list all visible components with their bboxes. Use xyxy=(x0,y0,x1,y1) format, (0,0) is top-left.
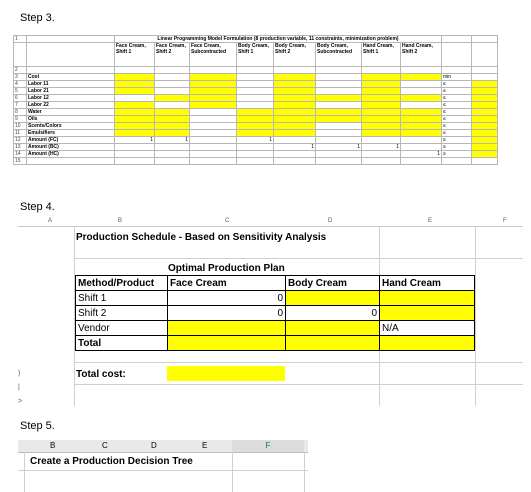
sign-cell: ≥ xyxy=(442,144,472,151)
coef-cell[interactable] xyxy=(362,74,401,81)
column-header-strip xyxy=(18,440,308,453)
row-label: Shift 2 xyxy=(76,306,168,321)
row-number: 2 xyxy=(14,67,27,74)
cell-face-cream[interactable] xyxy=(168,336,286,351)
total-cost-cell[interactable] xyxy=(167,366,285,381)
coef-cell[interactable] xyxy=(274,102,316,109)
coef-cell[interactable] xyxy=(274,88,316,95)
constraint-label: Scents/Colors xyxy=(27,123,115,130)
row-number: 8 xyxy=(14,109,27,116)
rhs-cell[interactable] xyxy=(472,74,498,81)
rhs-cell[interactable] xyxy=(472,151,498,158)
coef-cell[interactable] xyxy=(316,109,362,116)
constraint-label: Cost xyxy=(27,74,115,81)
cell-face-cream[interactable] xyxy=(168,321,286,336)
row-number: 1 xyxy=(14,36,27,43)
lp-col-header: Face Cream, Shift 2 xyxy=(155,43,190,67)
coef-cell[interactable] xyxy=(274,151,316,158)
rhs-cell[interactable] xyxy=(472,88,498,95)
row-number: 6 xyxy=(14,95,27,102)
constraint-label: Oils xyxy=(27,116,115,123)
coef-cell[interactable] xyxy=(155,158,190,165)
constraint-label: Amount (BC) xyxy=(27,144,115,151)
coef-cell[interactable] xyxy=(237,116,274,123)
gridline xyxy=(74,384,523,385)
coef-cell[interactable] xyxy=(115,144,155,151)
decision-tree-title: Create a Production Decision Tree xyxy=(30,456,193,467)
coef-cell[interactable] xyxy=(274,74,316,81)
gridline xyxy=(24,452,25,492)
sign-cell: ≤ xyxy=(442,88,472,95)
coef-cell[interactable] xyxy=(115,74,155,81)
lp-col-header: Hand Cream, Shift 2 xyxy=(401,43,442,67)
rhs-cell[interactable] xyxy=(472,102,498,109)
lp-col-header: Hand Cream, Shift 1 xyxy=(362,43,401,67)
sign-cell xyxy=(442,67,472,74)
constraint-label: Emulsifiers xyxy=(27,130,115,137)
table-row xyxy=(14,137,498,144)
coef-cell[interactable] xyxy=(115,123,155,130)
row-number: 13 xyxy=(14,144,27,151)
coef-cell[interactable] xyxy=(401,109,442,116)
coef-cell[interactable] xyxy=(190,81,237,88)
coef-cell[interactable] xyxy=(401,95,442,102)
coef-cell[interactable]: 1 xyxy=(115,137,155,144)
table-row xyxy=(76,291,475,306)
coef-cell[interactable] xyxy=(190,158,237,165)
coef-cell[interactable] xyxy=(155,151,190,158)
coef-cell[interactable] xyxy=(401,116,442,123)
coef-cell[interactable] xyxy=(190,116,237,123)
constraint-label: Labor 22 xyxy=(27,102,115,109)
rhs-cell[interactable] xyxy=(472,137,498,144)
table-row xyxy=(76,306,475,321)
row-label: Total xyxy=(76,336,168,351)
coef-cell[interactable] xyxy=(237,144,274,151)
coef-cell[interactable] xyxy=(401,144,442,151)
cell-hand-cream[interactable] xyxy=(380,336,475,351)
sign-cell: ≤ xyxy=(442,109,472,116)
col-header-f[interactable]: F xyxy=(232,440,304,452)
row-marker: ) xyxy=(18,370,21,377)
table-row xyxy=(14,88,498,95)
header-face-cream: Face Cream xyxy=(168,276,286,291)
header-hand-cream: Hand Cream xyxy=(380,276,475,291)
lp-col-header: Body Cream, Shift 1 xyxy=(237,43,274,67)
coef-cell[interactable] xyxy=(190,95,237,102)
sign-cell: ≤ xyxy=(442,116,472,123)
coef-cell[interactable] xyxy=(115,67,155,74)
coef-cell[interactable] xyxy=(316,88,362,95)
coef-cell[interactable] xyxy=(190,137,237,144)
coef-cell[interactable] xyxy=(190,67,237,74)
step5-label: Step 5. xyxy=(20,420,55,432)
coef-cell[interactable] xyxy=(274,137,316,144)
coef-cell[interactable] xyxy=(155,123,190,130)
lp-col-header: Face Cream, Shift 1 xyxy=(115,43,155,67)
table-row xyxy=(14,95,498,102)
cell-body-cream[interactable] xyxy=(286,291,380,306)
coef-cell[interactable] xyxy=(274,116,316,123)
sign-cell: ≤ xyxy=(442,81,472,88)
coef-cell[interactable] xyxy=(316,95,362,102)
sign-cell: min xyxy=(442,74,472,81)
rhs-cell[interactable] xyxy=(472,130,498,137)
coef-cell[interactable] xyxy=(155,88,190,95)
production-schedule-title: Production Schedule - Based on Sensitivity Analysis xyxy=(76,232,327,243)
optimal-plan-subtitle: Optimal Production Plan xyxy=(168,263,285,274)
constraint-label xyxy=(27,158,115,165)
rhs-cell[interactable] xyxy=(472,116,498,123)
constraint-label: Water xyxy=(27,109,115,116)
cell-hand-cream[interactable]: N/A xyxy=(380,321,475,336)
rhs-cell[interactable] xyxy=(472,95,498,102)
column-header-strip xyxy=(18,218,523,226)
constraint-label: Labor 12 xyxy=(27,95,115,102)
cell-body-cream[interactable]: 0 xyxy=(286,306,380,321)
coef-cell[interactable] xyxy=(237,67,274,74)
coef-cell[interactable]: 1 xyxy=(316,144,362,151)
col-header-c[interactable]: C xyxy=(225,218,230,224)
coef-cell[interactable] xyxy=(155,109,190,116)
row-marker: | xyxy=(18,384,20,391)
constraint-label: Amount (FC) xyxy=(27,137,115,144)
coef-cell[interactable] xyxy=(362,88,401,95)
gridline xyxy=(232,452,233,492)
coef-cell[interactable] xyxy=(316,130,362,137)
sign-cell: ≤ xyxy=(442,130,472,137)
sign-cell: ≤ xyxy=(442,102,472,109)
table-row xyxy=(14,116,498,123)
table-row xyxy=(14,151,498,158)
coef-cell[interactable] xyxy=(190,151,237,158)
coef-cell[interactable] xyxy=(401,88,442,95)
coef-cell[interactable] xyxy=(401,74,442,81)
header-body-cream: Body Cream xyxy=(286,276,380,291)
coef-cell[interactable] xyxy=(316,151,362,158)
sign-cell: ≤ xyxy=(442,95,472,102)
row-marker: > xyxy=(18,398,23,405)
coef-cell[interactable] xyxy=(401,102,442,109)
coef-cell[interactable] xyxy=(190,109,237,116)
coef-cell[interactable] xyxy=(316,158,362,165)
rhs-cell[interactable] xyxy=(472,67,498,74)
col-header-d[interactable]: D xyxy=(328,218,333,224)
coef-cell[interactable] xyxy=(155,144,190,151)
cell-face-cream[interactable]: 0 xyxy=(168,291,286,306)
coef-cell[interactable] xyxy=(115,158,155,165)
step4-label: Step 4. xyxy=(20,201,55,213)
coef-cell[interactable] xyxy=(316,67,362,74)
coef-cell[interactable] xyxy=(274,158,316,165)
constraint-label: Labor 11 xyxy=(27,81,115,88)
row-number: 4 xyxy=(14,81,27,88)
coef-cell[interactable] xyxy=(362,130,401,137)
sign-cell: ≤ xyxy=(442,123,472,130)
lp-col-header: Body Cream, Shift 2 xyxy=(274,43,316,67)
coef-cell[interactable] xyxy=(155,67,190,74)
constraint-label xyxy=(27,67,115,74)
coef-cell[interactable] xyxy=(401,81,442,88)
rhs-cell[interactable] xyxy=(472,81,498,88)
col-header-c[interactable]: C xyxy=(102,441,108,450)
coef-cell[interactable] xyxy=(190,130,237,137)
table-row xyxy=(14,130,498,137)
coef-cell[interactable] xyxy=(237,158,274,165)
coef-cell[interactable] xyxy=(401,158,442,165)
coef-cell[interactable] xyxy=(115,88,155,95)
coef-cell[interactable] xyxy=(362,102,401,109)
header-method: Method/Product xyxy=(76,276,168,291)
col-header-a[interactable]: A xyxy=(48,218,53,224)
coef-cell[interactable] xyxy=(155,116,190,123)
coef-cell[interactable] xyxy=(362,67,401,74)
coef-cell[interactable] xyxy=(115,116,155,123)
gridline xyxy=(74,362,523,363)
coef-cell[interactable] xyxy=(362,116,401,123)
rhs-cell[interactable] xyxy=(472,123,498,130)
coef-cell[interactable] xyxy=(362,137,401,144)
row-number: 9 xyxy=(14,116,27,123)
row-number: 14 xyxy=(14,151,27,158)
step3-label: Step 3. xyxy=(20,12,55,24)
row-number: 15 xyxy=(14,158,27,165)
coef-cell[interactable] xyxy=(362,123,401,130)
coef-cell[interactable] xyxy=(274,123,316,130)
coef-cell[interactable] xyxy=(316,74,362,81)
coef-cell[interactable] xyxy=(190,144,237,151)
coef-cell[interactable] xyxy=(115,151,155,158)
coef-cell[interactable] xyxy=(274,95,316,102)
coef-cell[interactable] xyxy=(237,88,274,95)
coef-cell[interactable] xyxy=(316,102,362,109)
coef-cell[interactable]: 1 xyxy=(274,144,316,151)
table-row xyxy=(14,74,498,81)
cell-hand-cream[interactable] xyxy=(380,306,475,321)
coef-cell[interactable] xyxy=(362,81,401,88)
coef-cell[interactable] xyxy=(316,81,362,88)
coef-cell[interactable] xyxy=(237,151,274,158)
coef-cell[interactable] xyxy=(237,95,274,102)
lp-title: Linear Programming Model Formulation (8 production variable, 11 constraints, minimization problem) xyxy=(115,36,442,43)
total-cost-label: Total cost: xyxy=(76,369,126,380)
coef-cell[interactable] xyxy=(274,81,316,88)
gridline xyxy=(74,258,523,259)
coef-cell[interactable] xyxy=(237,74,274,81)
col-header-f[interactable]: F xyxy=(503,218,507,224)
coef-cell[interactable] xyxy=(115,102,155,109)
rhs-cell[interactable] xyxy=(472,144,498,151)
row-label: Shift 1 xyxy=(76,291,168,306)
rhs-cell[interactable] xyxy=(472,109,498,116)
row-number: 12 xyxy=(14,137,27,144)
gridline xyxy=(304,452,305,492)
lp-col-header: Body Cream, Subcontracted xyxy=(316,43,362,67)
coef-cell[interactable] xyxy=(362,95,401,102)
col-header-e[interactable]: E xyxy=(202,441,208,450)
coef-cell[interactable]: 1 xyxy=(401,151,442,158)
table-row xyxy=(14,81,498,88)
row-number: 7 xyxy=(14,102,27,109)
coef-cell[interactable] xyxy=(115,81,155,88)
table-row xyxy=(14,123,498,130)
col-header-e[interactable]: E xyxy=(428,218,433,224)
lp-col-header: Face Cream, Subcontracted xyxy=(190,43,237,67)
coef-cell[interactable] xyxy=(274,109,316,116)
lp-formulation-table xyxy=(13,35,498,165)
cell-face-cream[interactable]: 0 xyxy=(168,306,286,321)
coef-cell[interactable] xyxy=(115,95,155,102)
coef-cell[interactable] xyxy=(316,123,362,130)
coef-cell[interactable] xyxy=(401,67,442,74)
gridline xyxy=(475,226,476,406)
table-row xyxy=(14,102,498,109)
coef-cell[interactable] xyxy=(274,130,316,137)
rhs-cell[interactable] xyxy=(472,158,498,165)
coef-cell[interactable] xyxy=(115,130,155,137)
coef-cell[interactable] xyxy=(155,95,190,102)
coef-cell[interactable] xyxy=(274,67,316,74)
table-row xyxy=(76,336,475,351)
coef-cell[interactable] xyxy=(155,74,190,81)
constraint-label: Labor 21 xyxy=(27,88,115,95)
coef-cell[interactable] xyxy=(362,151,401,158)
coef-cell[interactable] xyxy=(316,137,362,144)
table-row xyxy=(76,321,475,336)
coef-cell[interactable] xyxy=(155,130,190,137)
row-number: 10 xyxy=(14,123,27,130)
coef-cell[interactable]: 1 xyxy=(155,137,190,144)
coef-cell[interactable] xyxy=(115,109,155,116)
coef-cell[interactable] xyxy=(190,74,237,81)
table-row xyxy=(14,67,498,74)
table-row xyxy=(14,144,498,151)
divider xyxy=(18,226,523,227)
cell-body-cream[interactable] xyxy=(286,321,380,336)
table-row xyxy=(14,158,498,165)
col-header-b[interactable]: B xyxy=(50,441,56,450)
sign-cell: ≥ xyxy=(442,137,472,144)
gridline xyxy=(18,470,308,471)
coef-cell[interactable] xyxy=(237,102,274,109)
coef-cell[interactable]: 1 xyxy=(362,144,401,151)
col-header-d[interactable]: D xyxy=(151,441,157,450)
production-schedule-table xyxy=(75,275,475,351)
coef-cell[interactable] xyxy=(237,123,274,130)
coef-cell[interactable] xyxy=(401,130,442,137)
coef-cell[interactable] xyxy=(190,102,237,109)
table-row xyxy=(14,109,498,116)
row-number: 3 xyxy=(14,74,27,81)
coef-cell[interactable] xyxy=(401,137,442,144)
coef-cell[interactable] xyxy=(362,109,401,116)
coef-cell[interactable] xyxy=(316,116,362,123)
cell-hand-cream[interactable] xyxy=(380,291,475,306)
lp-column-header-row xyxy=(14,43,498,67)
row-label: Vendor xyxy=(76,321,168,336)
coef-cell[interactable] xyxy=(237,109,274,116)
col-header-b[interactable]: B xyxy=(118,218,123,224)
coef-cell[interactable] xyxy=(190,88,237,95)
sign-cell xyxy=(442,158,472,165)
sign-cell: ≥ xyxy=(442,151,472,158)
coef-cell[interactable] xyxy=(362,158,401,165)
cell-body-cream[interactable] xyxy=(286,336,380,351)
coef-cell[interactable] xyxy=(237,130,274,137)
coef-cell[interactable] xyxy=(155,81,190,88)
coef-cell[interactable] xyxy=(190,123,237,130)
coef-cell[interactable]: 1 xyxy=(237,137,274,144)
constraint-label: Amount (HC) xyxy=(27,151,115,158)
coef-cell[interactable] xyxy=(237,81,274,88)
row-number: 5 xyxy=(14,88,27,95)
row-number: 11 xyxy=(14,130,27,137)
coef-cell[interactable] xyxy=(155,102,190,109)
coef-cell[interactable] xyxy=(401,123,442,130)
